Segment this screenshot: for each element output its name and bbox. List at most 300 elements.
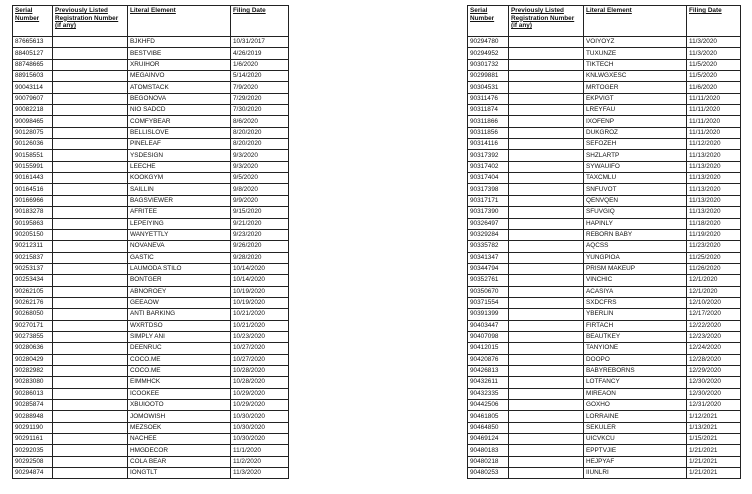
serial-number-cell: 90412015 (468, 343, 509, 354)
literal-element-cell: LREYFAU (584, 105, 687, 116)
filing-date-cell: 10/29/2020 (231, 400, 289, 411)
table-row (13, 105, 289, 116)
filing-date-cell: 10/27/2020 (231, 354, 289, 365)
table-row (13, 320, 289, 331)
previous-registration-cell (53, 173, 128, 184)
filing-date-cell: 1/13/2021 (687, 422, 741, 433)
literal-element-cell: WXRTDSO (128, 320, 231, 331)
filing-date-cell: 10/19/2020 (231, 297, 289, 308)
previous-registration-cell (53, 354, 128, 365)
literal-element-cell: MIREAON (584, 388, 687, 399)
table-row (13, 422, 289, 433)
literal-element-cell: LORRAINE (584, 411, 687, 422)
serial-number-cell: 90442506 (468, 400, 509, 411)
serial-number-cell: 90161443 (13, 173, 53, 184)
filing-date-cell: 11/3/2020 (231, 468, 289, 479)
table-row (468, 161, 741, 172)
literal-element-cell: NOVANEVA (128, 241, 231, 252)
serial-number-cell: 90294780 (468, 37, 509, 48)
filing-date-cell: 7/29/2020 (231, 93, 289, 104)
previous-registration-cell (53, 105, 128, 116)
filing-date-cell: 10/30/2020 (231, 422, 289, 433)
serial-number-cell: 90371554 (468, 297, 509, 308)
literal-element-cell: BESTVIBE (128, 48, 231, 59)
table-row (468, 434, 741, 445)
table-row (468, 320, 741, 331)
filing-date-cell: 12/28/2020 (687, 354, 741, 365)
filing-date-cell: 10/14/2020 (231, 263, 289, 274)
table-row (13, 354, 289, 365)
filing-date-cell: 1/21/2021 (687, 456, 741, 467)
serial-number-cell: 90432611 (468, 377, 509, 388)
literal-element-cell: COCO.ME (128, 365, 231, 376)
table-row (468, 411, 741, 422)
filing-date-cell: 7/30/2020 (231, 105, 289, 116)
table-row (468, 388, 741, 399)
filing-date-cell: 10/14/2020 (231, 275, 289, 286)
serial-number-cell: 90043114 (13, 82, 53, 93)
previous-registration-cell (53, 116, 128, 127)
table-row (468, 263, 741, 274)
literal-element-cell: ICOOKEE (128, 388, 231, 399)
serial-number-cell: 90317402 (468, 161, 509, 172)
previous-registration-cell (509, 116, 584, 127)
filing-date-cell: 10/30/2020 (231, 411, 289, 422)
serial-number-cell: 90082218 (13, 105, 53, 116)
previous-registration-cell (509, 93, 584, 104)
table-row (468, 422, 741, 433)
previous-registration-cell (53, 82, 128, 93)
filing-date-cell: 9/26/2020 (231, 241, 289, 252)
serial-number-cell: 90317404 (468, 173, 509, 184)
filing-date-cell: 12/1/2020 (687, 275, 741, 286)
previous-registration-cell (53, 71, 128, 82)
literal-element-cell: ANTI BARKING (128, 309, 231, 320)
filing-date-cell: 10/31/2017 (231, 37, 289, 48)
previous-registration-cell (509, 422, 584, 433)
serial-number-cell: 90317398 (468, 184, 509, 195)
literal-element-cell: BEGONOVA (128, 93, 231, 104)
table-row (468, 275, 741, 286)
previous-registration-cell (53, 320, 128, 331)
previous-registration-cell (53, 377, 128, 388)
previous-registration-cell (53, 400, 128, 411)
serial-number-cell: 90317390 (468, 207, 509, 218)
serial-number-cell: 90432335 (468, 388, 509, 399)
previous-registration-cell (509, 207, 584, 218)
literal-element-cell: IONGTLT (128, 468, 231, 479)
serial-number-cell: 90311856 (468, 127, 509, 138)
serial-number-cell: 90311874 (468, 105, 509, 116)
literal-element-cell: YSDESIGN (128, 150, 231, 161)
table-row (13, 59, 289, 70)
literal-element-cell: AFRITEE (128, 207, 231, 218)
literal-element-cell: LOTFANCY (584, 377, 687, 388)
filing-date-cell: 10/21/2020 (231, 320, 289, 331)
previous-registration-cell (509, 400, 584, 411)
serial-number-cell: 90286013 (13, 388, 53, 399)
filing-date-cell: 10/23/2020 (231, 331, 289, 342)
filing-date-cell: 9/9/2020 (231, 195, 289, 206)
serial-number-cell: 90283080 (13, 377, 53, 388)
serial-number-cell: 90299881 (468, 71, 509, 82)
previous-registration-cell (509, 161, 584, 172)
table-row (13, 116, 289, 127)
filing-date-cell: 11/6/2020 (687, 82, 741, 93)
table-row (468, 286, 741, 297)
previous-registration-cell (509, 468, 584, 479)
literal-element-cell: TIKTECH (584, 59, 687, 70)
literal-element-cell: KNLWGXESC (584, 71, 687, 82)
serial-number-cell: 90294952 (468, 48, 509, 59)
previous-registration-cell (509, 173, 584, 184)
header-literal-element: Literal Element (584, 6, 687, 37)
serial-number-cell: 90403447 (468, 320, 509, 331)
serial-number-cell: 90158551 (13, 150, 53, 161)
literal-element-cell: BELLISLOVE (128, 127, 231, 138)
literal-element-cell: SAILLIN (128, 184, 231, 195)
previous-registration-cell (53, 275, 128, 286)
table-row (13, 173, 289, 184)
previous-registration-cell (53, 309, 128, 320)
previous-registration-cell (509, 411, 584, 422)
table-row (13, 388, 289, 399)
filing-date-cell: 9/23/2020 (231, 229, 289, 240)
table-row (13, 377, 289, 388)
previous-registration-cell (509, 286, 584, 297)
literal-element-cell: FIRTACH (584, 320, 687, 331)
serial-number-cell: 90480183 (468, 445, 509, 456)
serial-number-cell: 90285874 (13, 400, 53, 411)
previous-registration-cell (509, 354, 584, 365)
literal-element-cell: EIMMHCK (128, 377, 231, 388)
filing-date-cell: 11/13/2020 (687, 184, 741, 195)
filing-date-cell: 4/26/2019 (231, 48, 289, 59)
table-row (13, 275, 289, 286)
header-row (13, 6, 289, 37)
serial-number-cell: 90469124 (468, 434, 509, 445)
serial-number-cell: 90391399 (468, 309, 509, 320)
filing-date-cell: 12/31/2020 (687, 400, 741, 411)
serial-number-cell: 90350670 (468, 286, 509, 297)
filing-date-cell: 10/19/2020 (231, 286, 289, 297)
filing-date-cell: 11/13/2020 (687, 207, 741, 218)
literal-element-cell: SYWAUIFO (584, 161, 687, 172)
table-row (13, 434, 289, 445)
serial-number-cell: 90317171 (468, 195, 509, 206)
table-row (468, 331, 741, 342)
table-row (13, 411, 289, 422)
table-row (13, 127, 289, 138)
table-row (13, 229, 289, 240)
serial-number-cell: 90480218 (468, 456, 509, 467)
table-row (13, 241, 289, 252)
filing-date-cell: 11/13/2020 (687, 195, 741, 206)
filing-date-cell: 10/21/2020 (231, 309, 289, 320)
filing-date-cell: 11/12/2020 (687, 139, 741, 150)
serial-number-cell: 90461805 (468, 411, 509, 422)
serial-number-cell: 90079607 (13, 93, 53, 104)
serial-number-cell: 90304531 (468, 82, 509, 93)
serial-number-cell: 90253137 (13, 263, 53, 274)
table-row (13, 263, 289, 274)
previous-registration-cell (53, 422, 128, 433)
filing-date-cell: 11/25/2020 (687, 252, 741, 263)
filing-date-cell: 12/30/2020 (687, 377, 741, 388)
table-row (13, 286, 289, 297)
literal-element-cell: NACHEE (128, 434, 231, 445)
filing-date-cell: 10/28/2020 (231, 365, 289, 376)
serial-number-cell: 88748665 (13, 59, 53, 70)
trademark-table-right (467, 5, 741, 479)
table-row (468, 93, 741, 104)
serial-number-cell: 90329284 (468, 229, 509, 240)
previous-registration-cell (53, 184, 128, 195)
table-row (468, 445, 741, 456)
previous-registration-cell (53, 161, 128, 172)
previous-registration-cell (509, 127, 584, 138)
previous-registration-cell (509, 377, 584, 388)
table-row (468, 127, 741, 138)
previous-registration-cell (509, 434, 584, 445)
previous-registration-cell (509, 218, 584, 229)
table-row (468, 207, 741, 218)
table-row (468, 37, 741, 48)
literal-element-cell: GEEAOW (128, 297, 231, 308)
literal-element-cell: HAPINLY (584, 218, 687, 229)
previous-registration-cell (53, 207, 128, 218)
table-row (13, 71, 289, 82)
serial-number-cell: 90292508 (13, 456, 53, 467)
literal-element-cell: QENVQEN (584, 195, 687, 206)
previous-registration-cell (53, 286, 128, 297)
filing-date-cell: 11/13/2020 (687, 173, 741, 184)
literal-element-cell: KOOKGYM (128, 173, 231, 184)
table-row (13, 343, 289, 354)
serial-number-cell: 90253434 (13, 275, 53, 286)
serial-number-cell: 90126036 (13, 139, 53, 150)
filing-date-cell: 12/1/2020 (687, 286, 741, 297)
literal-element-cell: EKPVIGT (584, 93, 687, 104)
header-literal-element: Literal Element (128, 6, 231, 37)
literal-element-cell: PINELEAF (128, 139, 231, 150)
filing-date-cell: 11/2/2020 (231, 456, 289, 467)
literal-element-cell: SEFOZEH (584, 139, 687, 150)
previous-registration-cell (509, 195, 584, 206)
previous-registration-cell (53, 59, 128, 70)
previous-registration-cell (509, 139, 584, 150)
table-row (468, 139, 741, 150)
previous-registration-cell (509, 105, 584, 116)
serial-number-cell: 90166966 (13, 195, 53, 206)
table-row (468, 343, 741, 354)
serial-number-cell: 90301732 (468, 59, 509, 70)
literal-element-cell: BABYREBORNS (584, 365, 687, 376)
filing-date-cell: 11/18/2020 (687, 218, 741, 229)
literal-element-cell: PRISM MAKEUP (584, 263, 687, 274)
filing-date-cell: 9/5/2020 (231, 173, 289, 184)
table-row (468, 195, 741, 206)
filing-date-cell: 1/21/2021 (687, 445, 741, 456)
table-row (13, 93, 289, 104)
literal-element-cell: HMGDECOR (128, 445, 231, 456)
literal-element-cell: NIO SADCD (128, 105, 231, 116)
previous-registration-cell (509, 82, 584, 93)
serial-number-cell: 90317392 (468, 150, 509, 161)
literal-element-cell: ABNOROEY (128, 286, 231, 297)
literal-element-cell: MEGAINVO (128, 71, 231, 82)
literal-element-cell: SFUVGIQ (584, 207, 687, 218)
table-row (468, 377, 741, 388)
filing-date-cell: 11/1/2020 (231, 445, 289, 456)
serial-number-cell: 90262105 (13, 286, 53, 297)
table-row (13, 161, 289, 172)
literal-element-cell: BAGSVIEWER (128, 195, 231, 206)
literal-element-cell: UICVKCU (584, 434, 687, 445)
literal-element-cell: XBUIOOTO (128, 400, 231, 411)
serial-number-cell: 90098465 (13, 116, 53, 127)
serial-number-cell: 90205150 (13, 229, 53, 240)
table-row (13, 309, 289, 320)
previous-registration-cell (509, 37, 584, 48)
literal-element-cell: GOXHO (584, 400, 687, 411)
literal-element-cell: LEECHE (128, 161, 231, 172)
header-serial-number: Serial Number (13, 6, 53, 37)
filing-date-cell: 11/5/2020 (687, 71, 741, 82)
previous-registration-cell (509, 297, 584, 308)
filing-date-cell: 11/11/2020 (687, 105, 741, 116)
table-row (13, 445, 289, 456)
table-row (468, 150, 741, 161)
serial-number-cell: 90262176 (13, 297, 53, 308)
table-row (13, 331, 289, 342)
literal-element-cell: VOIYOYZ (584, 37, 687, 48)
previous-registration-cell (53, 331, 128, 342)
previous-registration-cell (509, 59, 584, 70)
literal-element-cell: BONTGER (128, 275, 231, 286)
filing-date-cell: 9/28/2020 (231, 252, 289, 263)
table-row (468, 468, 741, 479)
filing-date-cell: 12/10/2020 (687, 297, 741, 308)
serial-number-cell: 90294874 (13, 468, 53, 479)
previous-registration-cell (53, 150, 128, 161)
previous-registration-cell (509, 150, 584, 161)
trademark-table-left (12, 5, 289, 479)
table-row (13, 297, 289, 308)
filing-date-cell: 1/21/2021 (687, 468, 741, 479)
previous-registration-cell (53, 456, 128, 467)
serial-number-cell: 90288948 (13, 411, 53, 422)
literal-element-cell: DEENRUC (128, 343, 231, 354)
filing-date-cell: 11/23/2020 (687, 241, 741, 252)
serial-number-cell: 90326497 (468, 218, 509, 229)
literal-element-cell: MEZSOEK (128, 422, 231, 433)
table-row (468, 105, 741, 116)
filing-date-cell: 11/11/2020 (687, 93, 741, 104)
table-row (468, 59, 741, 70)
literal-element-cell: LAUMODA STILO (128, 263, 231, 274)
serial-number-cell: 90212311 (13, 241, 53, 252)
table-row (13, 48, 289, 59)
table-row (468, 354, 741, 365)
literal-element-cell: TAXCMLU (584, 173, 687, 184)
table-row (13, 150, 289, 161)
filing-date-cell: 9/3/2020 (231, 150, 289, 161)
serial-number-cell: 88915603 (13, 71, 53, 82)
table-row (468, 71, 741, 82)
previous-registration-cell (53, 434, 128, 445)
filing-date-cell: 11/11/2020 (687, 116, 741, 127)
serial-number-cell: 90314116 (468, 139, 509, 150)
table-row (13, 218, 289, 229)
serial-number-cell: 90282982 (13, 365, 53, 376)
literal-element-cell: IIUNLRI (584, 468, 687, 479)
literal-element-cell: BEAUTKEY (584, 331, 687, 342)
filing-date-cell: 9/15/2020 (231, 207, 289, 218)
table-row (468, 241, 741, 252)
table-row (468, 184, 741, 195)
literal-element-cell: XRUIHOR (128, 59, 231, 70)
literal-element-cell: COLA BEAR (128, 456, 231, 467)
previous-registration-cell (53, 48, 128, 59)
literal-element-cell: WANYETTLY (128, 229, 231, 240)
previous-registration-cell (53, 195, 128, 206)
literal-element-cell: AQCSS (584, 241, 687, 252)
filing-date-cell: 9/8/2020 (231, 184, 289, 195)
table-row (13, 400, 289, 411)
serial-number-cell: 90280429 (13, 354, 53, 365)
serial-number-cell: 90292035 (13, 445, 53, 456)
serial-number-cell: 90352761 (468, 275, 509, 286)
previous-registration-cell (509, 184, 584, 195)
serial-number-cell: 90311476 (468, 93, 509, 104)
serial-number-cell: 90464850 (468, 422, 509, 433)
table-row (13, 252, 289, 263)
literal-element-cell: DUKGROZ (584, 127, 687, 138)
literal-element-cell: EPPTVJIE (584, 445, 687, 456)
serial-number-cell: 90335782 (468, 241, 509, 252)
table-row (468, 456, 741, 467)
table-row (13, 37, 289, 48)
literal-element-cell: YUNGPIOA (584, 252, 687, 263)
previous-registration-cell (53, 252, 128, 263)
previous-registration-cell (53, 93, 128, 104)
literal-element-cell: MRTOGER (584, 82, 687, 93)
literal-element-cell: ACASIYA (584, 286, 687, 297)
serial-number-cell: 87665613 (13, 37, 53, 48)
filing-date-cell: 11/11/2020 (687, 127, 741, 138)
filing-date-cell: 10/30/2020 (231, 434, 289, 445)
table-row (468, 309, 741, 320)
previous-registration-cell (509, 71, 584, 82)
table-row (13, 82, 289, 93)
previous-registration-cell (509, 275, 584, 286)
literal-element-cell: BJKHFD (128, 37, 231, 48)
literal-element-cell: JOMOWISH (128, 411, 231, 422)
serial-number-cell: 90128075 (13, 127, 53, 138)
filing-date-cell: 10/27/2020 (231, 343, 289, 354)
table-row (468, 116, 741, 127)
literal-element-cell: VINCHIC (584, 275, 687, 286)
filing-date-cell: 12/22/2020 (687, 320, 741, 331)
filing-date-cell: 1/15/2021 (687, 434, 741, 445)
header-previous-registration: Previously Listed Registration Number (if any) (509, 6, 584, 37)
previous-registration-cell (509, 456, 584, 467)
literal-element-cell: IXOFENP (584, 116, 687, 127)
previous-registration-cell (53, 343, 128, 354)
previous-registration-cell (509, 331, 584, 342)
table-row (468, 252, 741, 263)
